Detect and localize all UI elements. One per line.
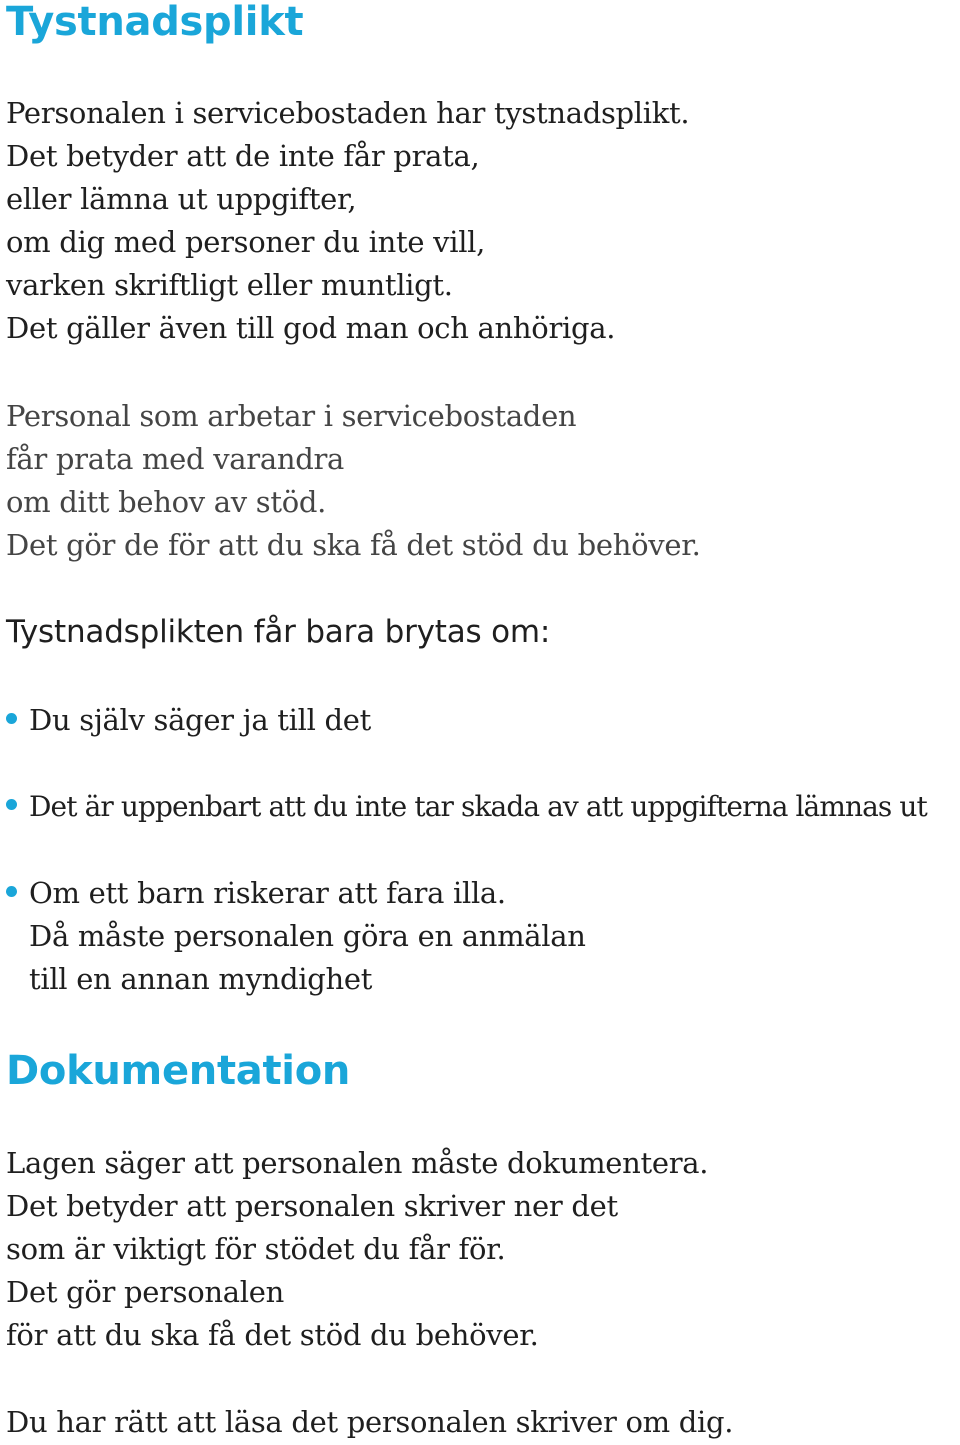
paragraph-line: som är viktigt för stödet du får för. <box>6 1232 506 1266</box>
paragraph-line: Det betyder att personalen skriver ner det <box>6 1189 618 1223</box>
paragraph-line: Personal som arbetar i servicebostaden <box>6 399 577 433</box>
bullet-text: Du själv säger ja till det <box>29 703 371 737</box>
paragraph-dokumentation <box>6 1142 708 1357</box>
bullet-text: Det är uppenbart att du inte tar skada av att uppgifterna lämnas ut <box>29 790 927 823</box>
paragraph-line: om dig med personer du inte vill, <box>6 225 486 259</box>
section-heading-tystnadsplikt: Tystnadsplikt <box>6 0 304 45</box>
paragraph-line: Det gör de för att du ska få det stöd du behöver. <box>6 528 701 562</box>
bullet-icon <box>6 713 17 724</box>
paragraph-line: Det betyder att de inte får prata, <box>6 139 480 173</box>
bullet-text: till en annan myndighet <box>29 962 373 996</box>
paragraph-line: Det gäller även till god man och anhöriga. <box>6 311 616 345</box>
paragraph-line: varken skriftligt eller muntligt. <box>6 268 453 302</box>
paragraph-personal-stod <box>6 395 701 567</box>
paragraph-line: om ditt behov av stöd. <box>6 485 327 519</box>
paragraph-line: för att du ska få det stöd du behöver. <box>6 1318 539 1352</box>
bullet-icon <box>6 886 17 897</box>
paragraph-tystnadsplikt-intro <box>6 92 689 350</box>
bullet-icon <box>6 799 17 810</box>
paragraph-line: Det gör personalen <box>6 1275 285 1309</box>
paragraph-ratt-att-lasa <box>6 1401 733 1444</box>
paragraph-line: Du har rätt att läsa det personalen skriver om dig. <box>6 1405 734 1439</box>
paragraph-line: får prata med varandra <box>6 442 345 476</box>
bullet-text: Då måste personalen göra en anmälan <box>29 919 586 953</box>
section-heading-dokumentation: Dokumentation <box>6 1048 351 1094</box>
paragraph-line: eller lämna ut uppgifter, <box>6 182 357 216</box>
paragraph-line: Personalen i servicebostaden har tystnadsplikt. <box>6 96 690 130</box>
subheading-brytas: Tystnadsplikten får bara brytas om: <box>6 614 551 650</box>
bullet-text: Om ett barn riskerar att fara illa. <box>29 876 506 910</box>
paragraph-line: Lagen säger att personalen måste dokumentera. <box>6 1146 709 1180</box>
